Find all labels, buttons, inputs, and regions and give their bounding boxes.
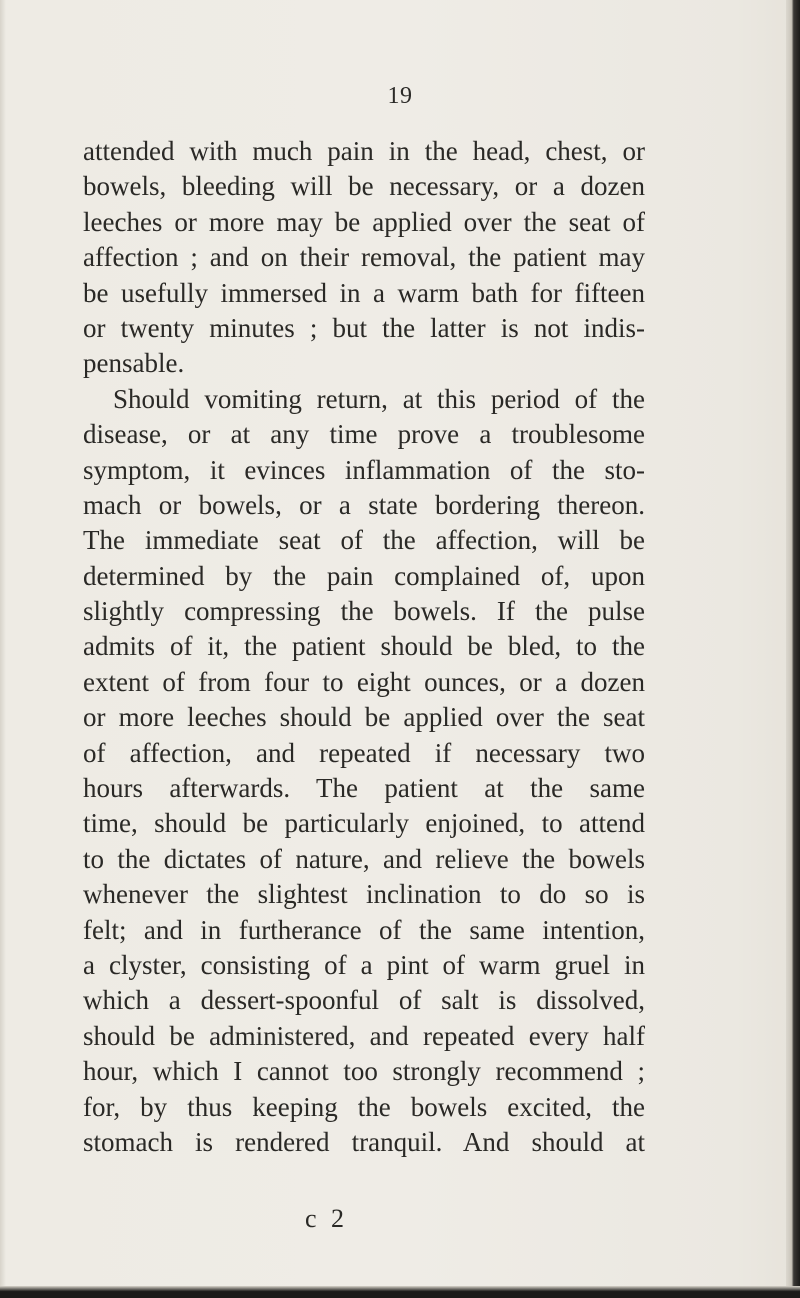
text-line: affection ; and on their removal, the patient may [83, 242, 645, 273]
text-line: time, should be particularly enjoined, to attend [83, 808, 645, 839]
text-line: symptom, it evinces inflammation of the sto- [83, 454, 645, 485]
page-right-edge [786, 0, 800, 1298]
text-line: admits of it, the patient should be bled, to the [83, 631, 645, 662]
text-line: a clyster, consisting of a pint of warm gruel in [83, 949, 645, 980]
text-line: hour, which I cannot too strongly recommend ; [83, 1056, 645, 1087]
text-line: pensable. [83, 348, 185, 379]
text-line: Should vomiting return, at this period of the [113, 383, 645, 414]
text-line: bowels, bleeding will be necessary, or a dozen [83, 171, 645, 202]
signature-mark: c 2 [305, 1204, 349, 1233]
text-line: be usefully immersed in a warm bath for fifteen [83, 277, 645, 308]
text-line: disease, or at any time prove a troublesome [83, 419, 645, 450]
text-line: which a dessert-spoonful of salt is dissolved, [83, 985, 645, 1016]
page-bottom-edge [0, 1286, 800, 1298]
text-line: hours afterwards. The patient at the same [83, 773, 645, 804]
text-line: leeches or more may be applied over the seat of [83, 206, 645, 237]
text-line: attended with much pain in the head, chest, or [83, 136, 645, 166]
text-line: for, by thus keeping the bowels excited, the [83, 1091, 645, 1122]
text-line: should be administered, and repeated every half [83, 1020, 645, 1051]
text-line: of affection, and repeated if necessary two [83, 737, 645, 768]
text-line: felt; and in furtherance of the same intention, [83, 914, 645, 945]
page-left-shadow [0, 0, 6, 1298]
text-line: slightly compressing the bowels. If the pulse [83, 596, 645, 627]
text-line: or more leeches should be applied over the seat [83, 702, 645, 733]
page-number: 19 [387, 83, 413, 109]
text-line: to the dictates of nature, and relieve the bowels [83, 843, 645, 874]
body-text [83, 134, 645, 1160]
text-line: or twenty minutes ; but the latter is not indis- [83, 312, 645, 343]
text-line: whenever the slightest inclination to do so is [83, 879, 645, 910]
text-line: The immediate seat of the affection, will be [83, 525, 645, 556]
text-line: mach or bowels, or a state bordering thereon. [83, 489, 645, 520]
text-line: extent of from four to eight ounces, or a dozen [83, 666, 645, 697]
text-line: stomach is rendered tranquil. And should at [83, 1126, 645, 1157]
text-line: determined by the pain complained of, upon [83, 560, 645, 591]
